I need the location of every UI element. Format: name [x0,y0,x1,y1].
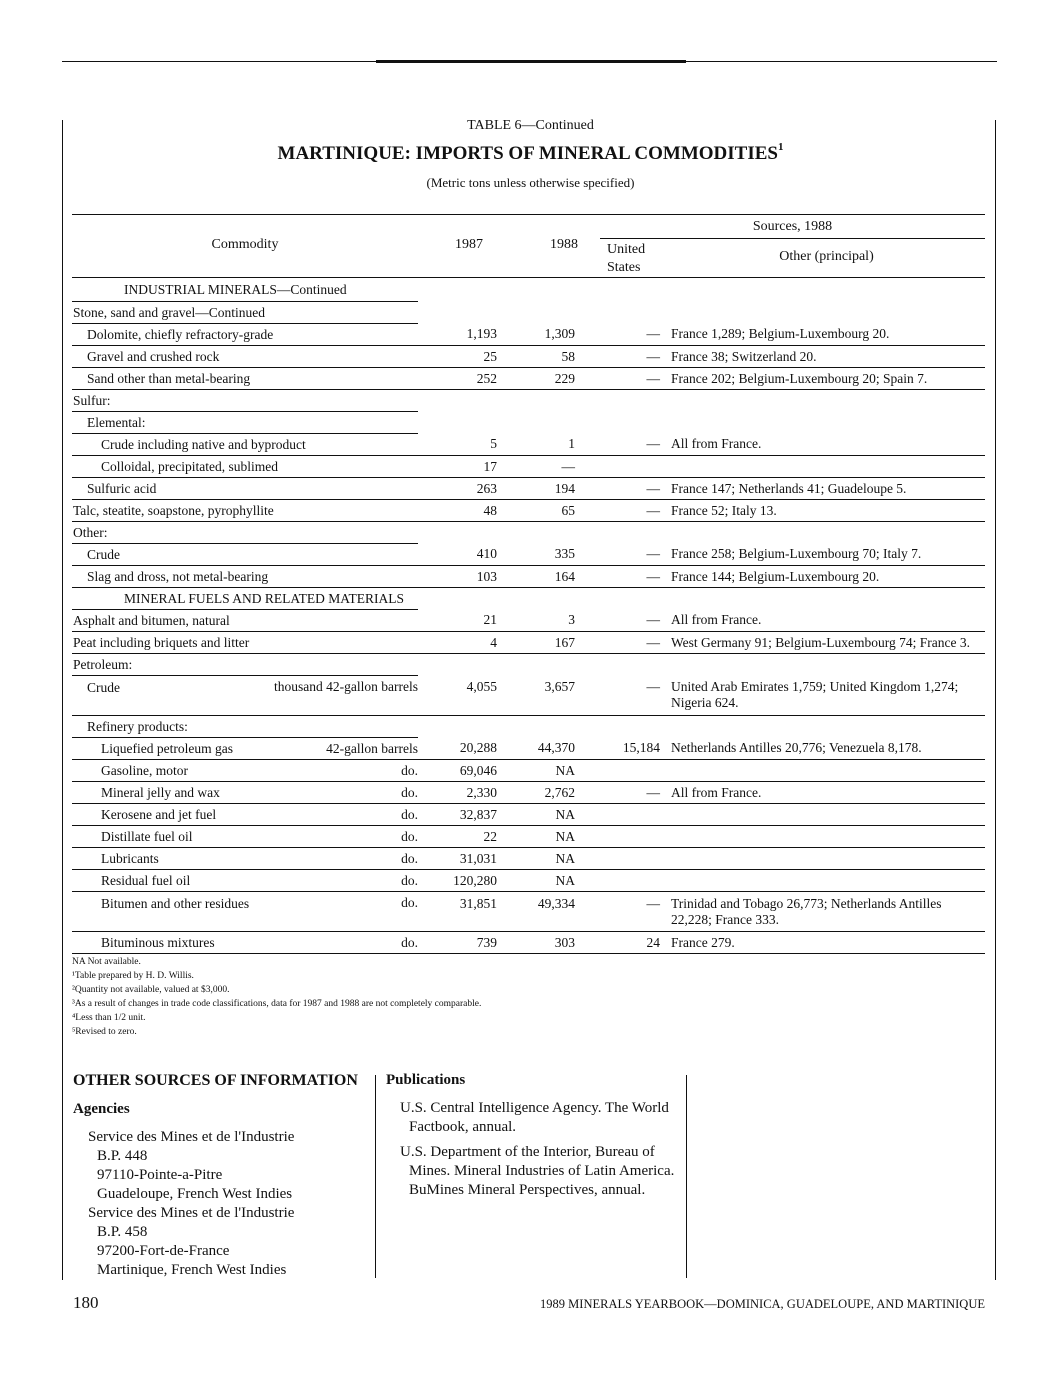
other-sources-heading: OTHER SOURCES OF INFORMATION [73,1072,358,1089]
value-1988 [497,587,575,609]
us-source [575,825,660,847]
agencies-list [88,1128,373,1280]
other-sources-text: Netherlands Antilles 20,776; Venezuela 8,178. [671,740,922,755]
other-sources-cell [660,565,985,587]
table-row [72,803,985,825]
publication-entry: U.S. Department of the Interior, Bureau of Mines. Mineral Industries of Latin America. BuMines Mineral Perspectives, annual. [400,1144,675,1198]
footnote: ¹Table prepared by H. D. Willis. [72,971,194,981]
value-1987: 21 [418,609,497,631]
commodity-cell [72,587,418,609]
value-1988: 229 [497,367,575,389]
table-row [72,759,985,781]
title-text: MARTINIQUE: IMPORTS OF MINERAL COMMODITIES [277,143,778,164]
commodity-cell [72,521,418,543]
other-sources-cell [660,477,985,499]
us-source [575,847,660,869]
commodity-label: Peat including briquets and litter [73,634,250,650]
other-sources-cell [660,543,985,565]
other-sources-cell [660,759,985,781]
other-sources-cell [660,869,985,891]
commodity-label: Stone, sand and gravel—Continued [73,304,265,320]
commodity-label: MINERAL FUELS AND RELATED MATERIALS [124,590,404,606]
table-row [72,433,985,455]
agency-line: Martinique, French West Indies [97,1262,287,1278]
commodity-label: Crude including native and byproduct [101,436,306,452]
header-top-rule [72,214,985,215]
other-header: Other (principal) [779,249,874,264]
other-sources-cell [660,631,985,653]
other-sources-text: France 202; Belgium-Luxembourg 20; Spain 7. [671,370,928,386]
agency-line: Service des Mines et de l'Industrie [88,1129,295,1145]
commodity-cell [72,543,418,565]
table-row [72,653,985,675]
commodity-cell [72,715,418,737]
commodity-cell [72,499,418,521]
value-1988: NA [497,847,575,869]
us-source [575,521,660,543]
value-1988: 167 [497,631,575,653]
commodity-label: Gasoline, motor [101,762,188,778]
us-source: — [575,631,660,653]
left-margin-rule [62,120,63,1280]
table-row [72,847,985,869]
commodity-label: Other: [73,524,108,540]
agency-line: Guadeloupe, French West Indies [97,1186,293,1202]
table-row [72,323,985,345]
value-1987: 263 [418,477,497,499]
value-1988: 58 [497,345,575,367]
commodity-label: Kerosene and jet fuel [101,806,217,822]
commodity-cell [72,279,418,301]
value-1987: 31,851 [418,891,497,931]
commodity-label: Sulfuric acid [87,480,157,496]
value-1988: 3,657 [497,675,575,715]
imports-table-grid [72,279,985,954]
us-source: — [575,675,660,715]
commodity-label: Sand other than metal-bearing [87,370,251,386]
table-row [72,737,985,759]
publications-heading: Publications [386,1072,466,1088]
table-row [72,715,985,737]
value-1988: 2,762 [497,781,575,803]
right-margin-rule [995,120,996,1280]
value-1987: 48 [418,499,497,521]
other-sources-cell [660,737,985,759]
commodity-label: Bitumen and other residues [101,895,250,911]
value-1987: 69,046 [418,759,497,781]
table-row [72,345,985,367]
agency-line: B.P. 458 [97,1224,148,1240]
commodity-cell [72,781,418,803]
unit-label: do. [401,762,418,778]
unit-label: do. [401,894,418,910]
value-1988: NA [497,803,575,825]
value-1988: 49,334 [497,891,575,931]
running-footer: 1989 MINERALS YEARBOOK—DOMINICA, GUADELOUPE, AND MARTINIQUE [540,1297,985,1311]
unit-label: thousand 42-gallon barrels [274,678,418,694]
footnote: ⁵Revised to zero. [72,1027,137,1037]
table-label: TABLE 6—Continued [467,118,594,133]
title-footnote: 1 [777,141,784,153]
other-sources-text: France 279. [671,934,735,950]
other-sources-cell [660,433,985,455]
commodity-label: Colloidal, precipitated, sublimed [101,458,278,474]
table-row [72,389,985,411]
footnote: ³As a result of changes in trade code classifications, data for 1987 and 1988 are not completely comparable. [72,999,482,1009]
other-sources-cell [660,389,985,411]
us-source [575,715,660,737]
value-1987: 25 [418,345,497,367]
commodity-cell [72,433,418,455]
value-1987: 739 [418,931,497,953]
value-1987: 32,837 [418,803,497,825]
value-1987: 4 [418,631,497,653]
commodity-label: Dolomite, chiefly refractory-grade [87,326,274,342]
page-number: 180 [73,1293,99,1312]
us-source [575,301,660,323]
us-source: — [575,345,660,367]
commodity-label: Sulfur: [73,392,111,408]
us-source [575,411,660,433]
commodity-cell [72,847,418,869]
agencies-heading: Agencies [73,1101,130,1117]
other-sources-cell [660,781,985,803]
table-row [72,931,985,953]
header-bottom-rule [72,277,985,278]
agency-line: Service des Mines et de l'Industrie [88,1205,295,1221]
value-1987: 20,288 [418,737,497,759]
y1987-header: 1987 [455,237,483,252]
commodity-cell [72,631,418,653]
top-rule-thick [376,60,686,63]
table-row [72,825,985,847]
table-row [72,301,985,323]
value-1987: 1,193 [418,323,497,345]
us-source [575,455,660,477]
us-source: — [575,323,660,345]
commodity-cell [72,891,418,931]
commodity-cell [72,869,418,891]
footnote: ⁴Less than 1/2 unit. [72,1013,146,1023]
us-source [575,279,660,301]
other-sources-cell [660,931,985,953]
other-sources-cell [660,323,985,345]
publication-entry: U.S. Central Intelligence Agency. The World Factbook, annual. [400,1100,669,1135]
table-row [72,455,985,477]
value-1988: 3 [497,609,575,631]
value-1988 [497,653,575,675]
footnotes [72,955,772,1039]
sources-rule [600,238,985,239]
value-1988: 164 [497,565,575,587]
other-sources-cell [660,279,985,301]
value-1987: 17 [418,455,497,477]
commodity-label: Asphalt and bitumen, natural [73,612,230,628]
value-1987 [418,301,497,323]
commodity-cell [72,653,418,675]
us-source: — [575,565,660,587]
table-row [72,609,985,631]
commodity-label: Distillate fuel oil [101,828,193,844]
us-source: 24 [575,931,660,953]
other-sources-text: France 144; Belgium-Luxembourg 20. [671,568,880,584]
value-1987: 120,280 [418,869,497,891]
table-row [72,587,985,609]
commodity-label: Elemental: [87,414,146,430]
other-sources-text: United Arab Emirates 1,759; United Kingdom 1,274; Nigeria 624. [671,679,959,710]
table-row [72,675,985,715]
value-1988: NA [497,825,575,847]
commodity-label: Gravel and crushed rock [87,348,220,364]
commodity-cell [72,737,418,759]
commodity-cell [72,825,418,847]
other-sources-cell [660,825,985,847]
table-row [72,781,985,803]
table-subtitle: (Metric tons unless otherwise specified) [426,175,635,190]
other-sources-cell [660,367,985,389]
other-sources-text: France 38; Switzerland 20. [671,348,817,364]
publications-list [400,1099,685,1206]
commodity-cell [72,301,418,323]
other-sources-cell [660,609,985,631]
footnote: ²Quantity not available, valued at $3,000. [72,985,230,995]
unit-label: 42-gallon barrels [326,740,418,756]
other-sources-cell [660,455,985,477]
commodity-cell [72,345,418,367]
us-header: United States [607,242,646,275]
table-row [72,565,985,587]
unit-label: do. [401,850,418,866]
us-source [575,587,660,609]
agency-line: 97200-Fort-de-France [97,1243,230,1259]
sources-right-divider [686,1075,687,1278]
value-1987: 103 [418,565,497,587]
other-sources-text: All from France. [671,612,762,627]
other-sources-cell [660,847,985,869]
commodity-header: Commodity [211,237,279,252]
commodity-label: Crude [87,679,120,695]
commodity-label: Residual fuel oil [101,872,191,888]
other-sources-cell [660,499,985,521]
commodity-label: Lubricants [101,850,159,866]
other-sources-cell [660,345,985,367]
other-sources-cell [660,675,985,715]
commodity-label: Slag and dross, not metal-bearing [87,568,269,584]
commodity-label: INDUSTRIAL MINERALS—Continued [124,282,347,297]
value-1987: 31,031 [418,847,497,869]
table-row [72,631,985,653]
other-sources-text: West Germany 91; Belgium-Luxembourg 74; France 3. [671,634,970,650]
value-1987: 410 [418,543,497,565]
commodity-label: Talc, steatite, soapstone, pyrophyllite [73,502,274,518]
sources-divider [375,1075,376,1278]
value-1988 [497,279,575,301]
value-1988: 44,370 [497,737,575,759]
commodity-label: Crude [87,546,120,562]
value-1988: — [497,455,575,477]
table-row [72,411,985,433]
us-source: — [575,543,660,565]
value-1988: NA [497,869,575,891]
value-1988: 65 [497,499,575,521]
commodity-cell [72,931,418,953]
other-sources-text: All from France. [671,436,762,451]
unit-label: do. [401,784,418,800]
value-1987: 22 [418,825,497,847]
value-1988 [497,301,575,323]
value-1988 [497,521,575,543]
other-sources-text: All from France. [671,784,762,800]
commodity-cell [72,759,418,781]
footnote: NA Not available. [72,957,141,967]
us-source: 15,184 [575,737,660,759]
other-sources-cell [660,521,985,543]
other-sources-cell [660,653,985,675]
us-source [575,389,660,411]
commodity-cell [72,675,418,715]
other-sources-cell [660,715,985,737]
value-1988: NA [497,759,575,781]
value-1987 [418,389,497,411]
page-title [72,143,989,165]
table-row [72,367,985,389]
us-source [575,653,660,675]
us-source [575,759,660,781]
table-row [72,477,985,499]
commodity-cell [72,389,418,411]
other-sources-text: France 1,289; Belgium-Luxembourg 20. [671,326,890,341]
other-sources-cell [660,411,985,433]
other-sources-text: France 147; Netherlands 41; Guadeloupe 5. [671,480,907,496]
commodity-cell [72,803,418,825]
unit-label: do. [401,828,418,844]
agency-line: 97110-Pointe-a-Pitre [97,1167,223,1183]
table-row [72,521,985,543]
other-sources-text: France 52; Italy 13. [671,502,777,518]
value-1988: 1,309 [497,323,575,345]
commodity-cell [72,367,418,389]
other-sources-text: Trinidad and Tobago 26,773; Netherlands Antilles 22,228; France 333. [671,895,942,927]
value-1987: 252 [418,367,497,389]
value-1987 [418,411,497,433]
value-1988: 1 [497,433,575,455]
commodity-cell [72,323,418,345]
value-1987 [418,653,497,675]
y1988-header: 1988 [550,237,578,252]
agency-line: B.P. 448 [97,1148,148,1164]
other-sources-cell [660,803,985,825]
value-1987: 5 [418,433,497,455]
other-sources-cell [660,891,985,931]
value-1987 [418,587,497,609]
commodity-label: Petroleum: [73,656,133,672]
value-1987: 2,330 [418,781,497,803]
commodity-cell [72,411,418,433]
table-row [72,891,985,931]
other-sources-cell [660,301,985,323]
us-source: — [575,367,660,389]
value-1988 [497,411,575,433]
us-source: — [575,891,660,931]
us-source: — [575,781,660,803]
value-1988: 194 [497,477,575,499]
commodity-cell [72,609,418,631]
table-row [72,869,985,891]
us-source: — [575,499,660,521]
unit-label: do. [401,806,418,822]
commodity-cell [72,477,418,499]
value-1988: 335 [497,543,575,565]
us-source: — [575,433,660,455]
commodity-label: Refinery products: [87,718,188,734]
us-source [575,869,660,891]
value-1987 [418,279,497,301]
commodity-cell [72,455,418,477]
value-1987 [418,715,497,737]
value-1987: 4,055 [418,675,497,715]
value-1987 [418,521,497,543]
us-source: — [575,609,660,631]
table-row [72,279,985,301]
value-1988: 303 [497,931,575,953]
commodity-label: Mineral jelly and wax [101,784,220,800]
other-sources-text: France 258; Belgium-Luxembourg 70; Italy 7. [671,546,922,561]
table-row [72,543,985,565]
unit-label: do. [401,872,418,888]
us-source: — [575,477,660,499]
imports-table [72,279,985,954]
us-source [575,803,660,825]
commodity-cell [72,565,418,587]
commodity-label: Bituminous mixtures [101,934,215,950]
table-row [72,499,985,521]
commodity-label: Liquefied petroleum gas [101,740,233,756]
sources-header: Sources, 1988 [752,219,833,234]
value-1988 [497,715,575,737]
other-sources-cell [660,587,985,609]
unit-label: do. [401,934,418,950]
value-1988 [497,389,575,411]
